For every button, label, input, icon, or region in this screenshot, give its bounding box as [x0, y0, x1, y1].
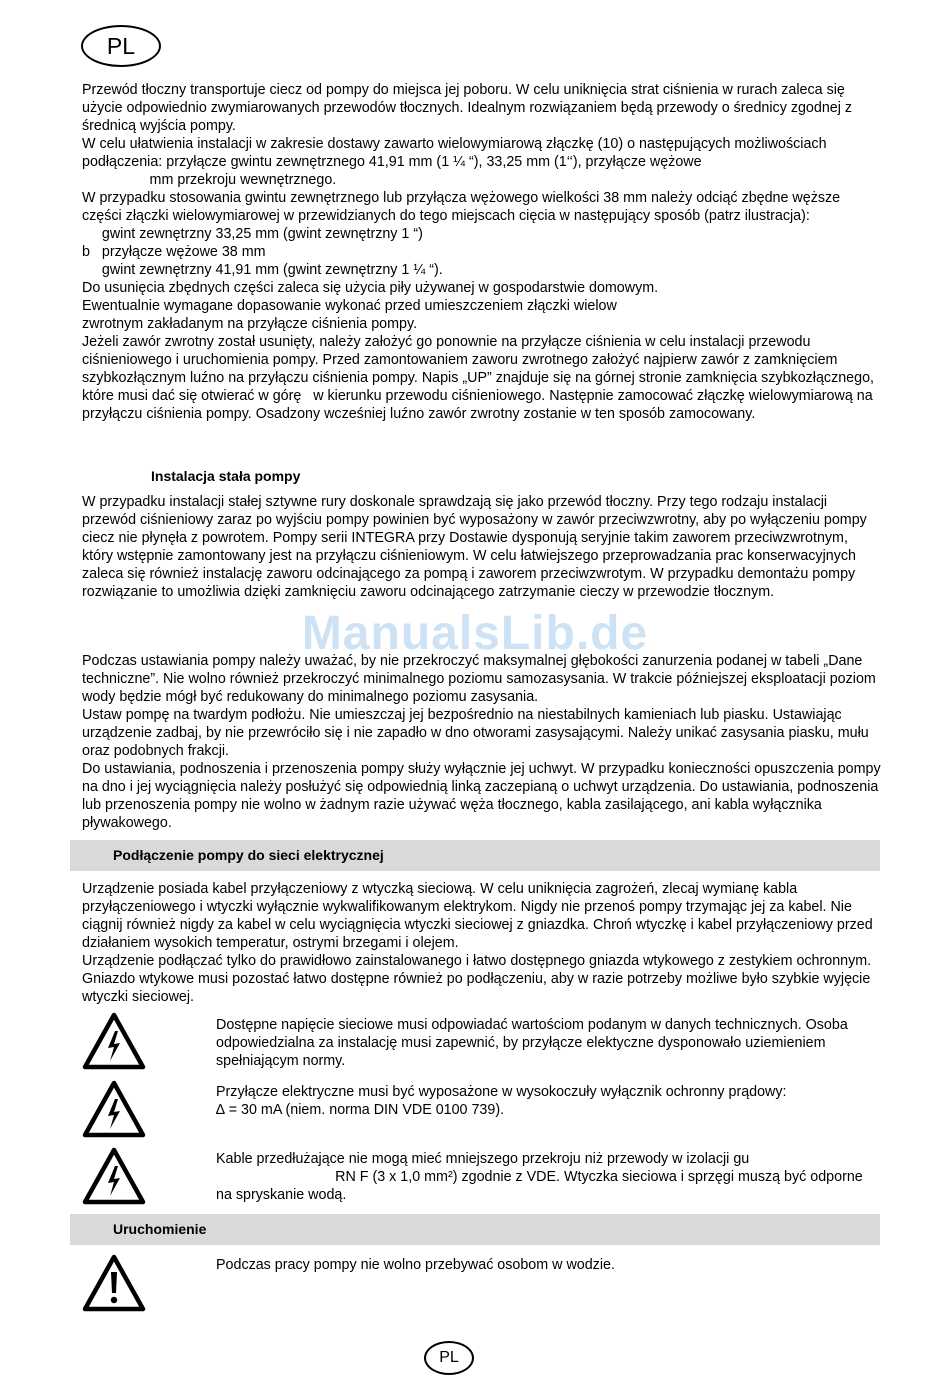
warning-text-water: Podczas pracy pompy nie wolno przebywać osobom w wodzie.	[216, 1257, 615, 1273]
placement-paragraph: Do ustawiania, podnoszenia i przenoszenia pompy służy wyłącznie jej uchwyt. W przypadku konieczności opuszczenia pompy na dno i jej wyciągnięcia należy posłużyć się odpowiednią linką zaczepianą o uchwyt urządzenia. Do ustawiania, podnoszenia lub przenoszenia pompy nie wolno w żadnym razie używać węża tłocznego, kabla zasilającego, ani kabla wyłącznika pływakowego.	[82, 761, 885, 831]
fixed-install-paragraph: W przypadku instalacji stałej sztywne rury doskonale sprawdzają się jako przewód tłoczny. Przy tego rodzaju instalacji przewód ciśnieniowy zaraz po wyjściu pompy powinien być wyposażony w zawór przeciwzwrotny, aby po wyłączeniu pompy ciecz nie płynęła z powrotem. Pompy serii INTEGRA przy Dostawie dysponują seryjnie takim zaworem przeciwzwrotnym, który wstępnie zamontowany jest na przyłączu ciśnieniowym. W celu łatwiejszego przeprowadzania prac konserwacyjnych zaleca się również instalację zaworu odcinającego za pompą i zaworem przeciwzwrotym. W przypadku demontażu pompy rozwiązanie to umożliwia dzięki zamknięciu zaworu odcinającego zatrzymanie cieczy w przewodzie tłocznym.	[82, 494, 871, 600]
general-warning-icon	[82, 1254, 146, 1312]
electrical-paragraph: Urządzenie posiada kabel przyłączeniowy z wtyczką sieciową. W celu uniknięcia zagrożeń, zlecaj wymianę kabla przyłączeniowego i wtyczki wyłącznie wykwalifikowanym elektrykom. Nigdy nie przenoś pompy trzymając jej za kabel. Nie ciągnij również nigdy za kabel w celu wyciągnięcia wtyczki sieciowej z gniazdka. Chroń wtyczkę i kabel przyłączeniowy przed działaniem wysokich temperatur, ostrymi brzegami i olejem.	[82, 881, 877, 951]
list-item: gwint zewnętrzny 33,25 mm (gwint zewnętrzny 1 “)	[82, 226, 423, 242]
high-voltage-warning-icon	[82, 1012, 146, 1070]
intro-paragraph: W celu ułatwienia instalacji w zakresie dostawy zawarto wielowymiarową złączkę (10) o następujących możliwościach podłączenia: przyłącze gwintu zewnętrznego 41,91 mm (1 ¼ “), 33,25 mm (1‘‘), przyłącze wężowe mm przekroju wewnętrznego.	[82, 136, 827, 188]
intro-paragraph: Ewentualnie wymagane dopasowanie wykonać przed umieszczeniem złączki wielow zwrotnym zakładanym na przyłącze ciśnienia pompy.	[82, 298, 617, 332]
warning-text-voltage: Dostępne napięcie sieciowe musi odpowiadać wartościom podanym w danych technicznych. Osoba odpowiedzialna za instalację musi zapewnić, by przyłącze elektyczne dysponowało uziemieniem spełniającym normy.	[216, 1017, 852, 1069]
electrical-paragraph: Urządzenie podłączać tylko do prawidłowo zainstalowanego i łatwo dostępnego gniazda wtykowego z zestykiem ochronnym. Gniazdo wtykowe musi pozostać łatwo dostępne również po podłączeniu, aby w razie potrzeby możliwe było szybkie wyjęcie wtyczki sieciowej.	[82, 953, 876, 1005]
high-voltage-warning-icon	[82, 1147, 146, 1205]
intro-paragraph: Jeżeli zawór zwrotny został usunięty, należy założyć go ponownie na przyłącze ciśnienia w celu instalacji przewodu ciśnieniowego i uruchomienia pompy. Przed zamontowaniem zaworu zwrotnego założyć najpierw zawór z zamknięciem szybkozłącznym luźno na przyłączu ciśnienia pompy. Napis „UP” znajduje się na górnej stronie zamknięcia szybkozłącznego, które musi dać się otwierać w górę w kierunku przewodu ciśnieniowego. Następnie zamocować złączkę wielowymiarową na przyłączu ciśnienia pompy. Osadzony wcześniej luźno zawór zwrotny zostanie w ten sposób zamocowany.	[82, 334, 878, 422]
language-badge-bottom: PL	[424, 1341, 474, 1375]
placement-section	[82, 652, 885, 832]
startup-heading: Uruchomienie	[70, 1214, 880, 1245]
watermark: ManualsLib.de	[301, 607, 649, 660]
placement-paragraph: Ustaw pompę na twardym podłożu. Nie umieszczaj jej bezpośrednio na niestabilnych kamieniach lub piasku. Ustawiając urządzenie zadbaj, by nie przewróciło się i nie zapadło w dno otworami zasysającymi. Należy unikać zasysania piasku, mułu oraz podobnych frakcji.	[82, 707, 873, 759]
intro-paragraph: Do usunięcia zbędnych części zaleca się użycia piły używanej w gospodarstwie domowym.	[82, 280, 659, 296]
language-badge-top: PL	[81, 25, 161, 67]
fixed-install-heading: Instalacja stała pompy	[151, 468, 301, 484]
list-item: b przyłącze wężowe 38 mm	[82, 244, 266, 260]
startup-warning-text	[216, 1256, 866, 1274]
placement-paragraph: Podczas ustawiania pompy należy uważać, by nie przekroczyć maksymalnej głębokości zanurzenia podanej w tabeli „Dane techniczne”. Nie wolno również przekroczyć minimalnego poziomu samozasysania. W trakcie późniejszej eksploatacji poziom wody będzie mógł być redukowany do minimalnego poziomu zasysania.	[82, 653, 880, 705]
intro-paragraph: Przewód tłoczny transportuje ciecz od pompy do miejsca jej poboru. W celu uniknięcia strat ciśnienia w rurach zaleca się użycie odpowiednio zwymiarowanych przewodów tłocznych. Idealnym rozwiązaniem będą przewody o średnicy zgodnej z średnicą wyjścia pompy.	[82, 82, 857, 134]
intro-section	[82, 81, 882, 423]
list-item: gwint zewnętrzny 41,91 mm (gwint zewnętrzny 1 ¼ “).	[82, 262, 443, 278]
warning-text-rcd: Przyłącze elektryczne musi być wyposażone w wysokoczuły wyłącznik ochronny prądowy: ∆ = 30 mA (niem. norma DIN VDE 0100 739).	[216, 1084, 787, 1118]
warning-text-cables: Kable przedłużające nie mogą mieć mniejszego przekroju niż przewody w izolacji gu RN F (3 x 1,0 mm²) zgodnie z VDE. Wtyczka sieciowa i sprzęgi muszą być odporne na spryskanie wodą.	[216, 1151, 863, 1203]
fixed-install-section	[82, 493, 882, 601]
warning-text	[216, 1016, 866, 1070]
high-voltage-warning-icon	[82, 1080, 146, 1138]
warning-text	[216, 1150, 866, 1204]
warning-text	[216, 1083, 866, 1119]
intro-paragraph: W przypadku stosowania gwintu zewnętrznego lub przyłącza wężowego wielkości 38 mm należy odciąć zbędne węższe części złączki wielowymiarowej w przewidzianych do tego miejscach cięcia w następujący sposób (patrz ilustracja):	[82, 190, 845, 224]
electrical-section	[82, 880, 882, 1006]
electrical-heading: Podłączenie pompy do sieci elektrycznej	[70, 840, 880, 871]
